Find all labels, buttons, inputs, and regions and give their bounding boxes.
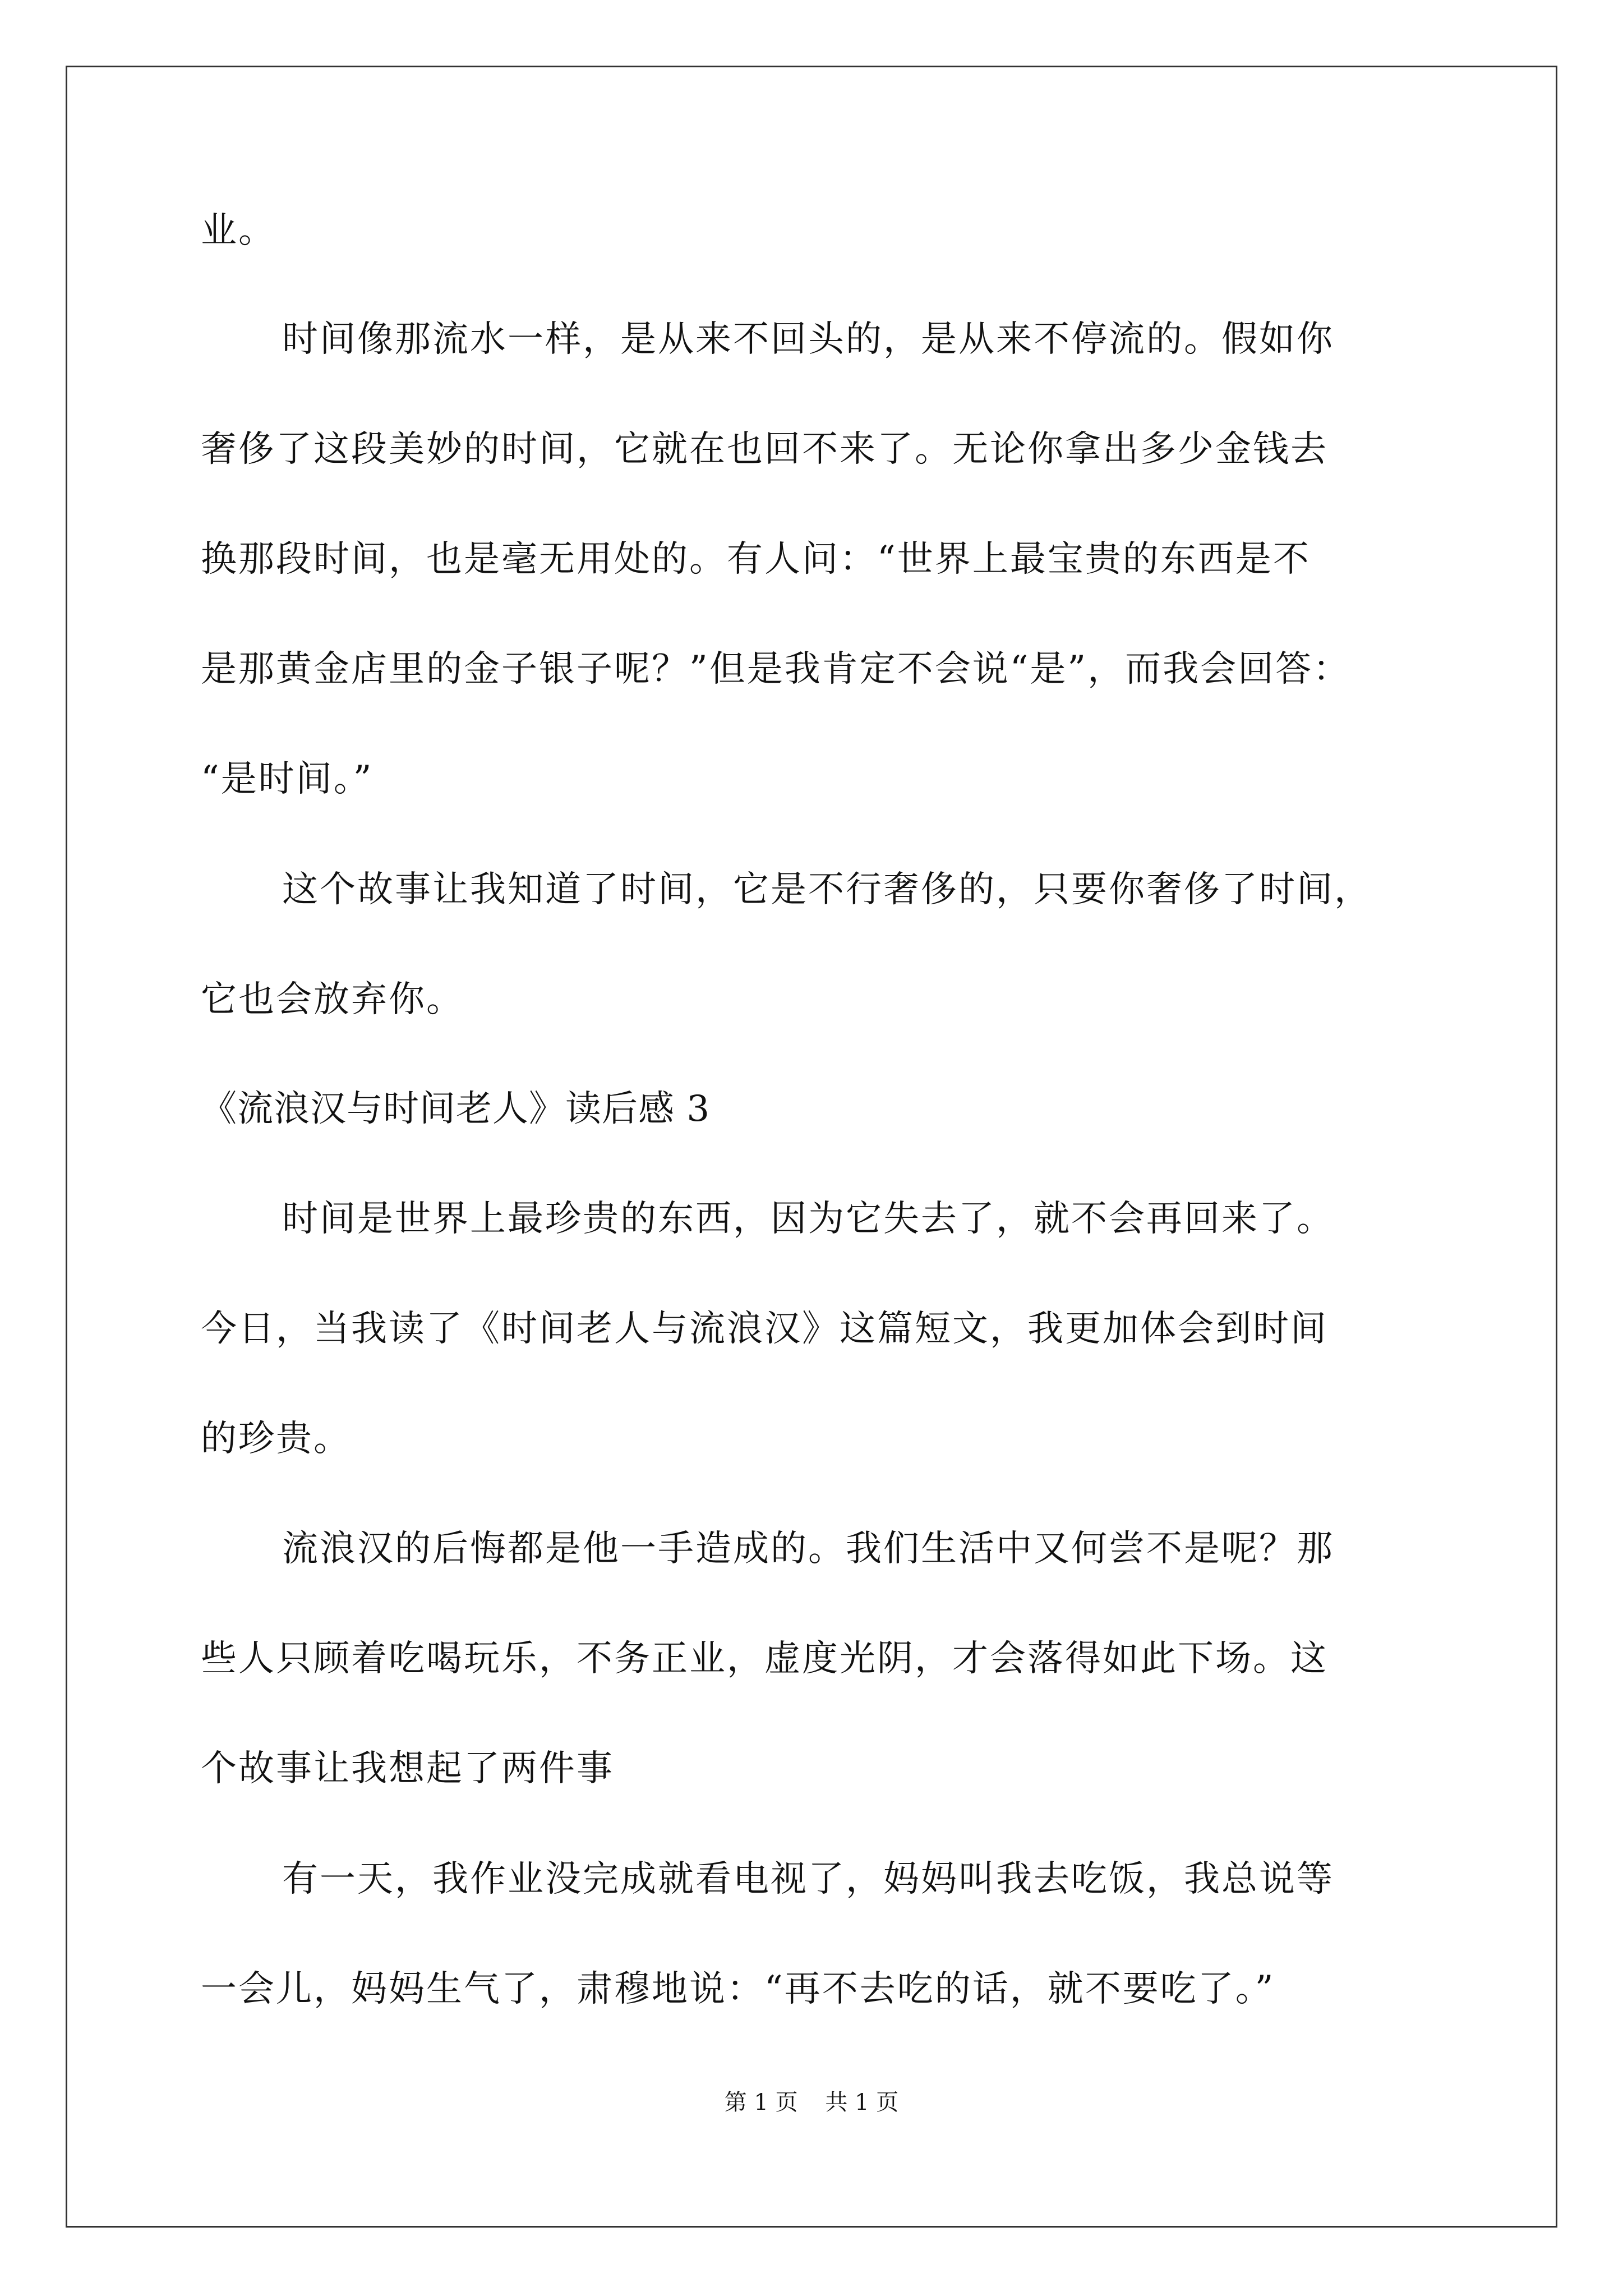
paragraph-line: 它也会放弃你。	[201, 979, 464, 1020]
paragraph-line: 今日，当我读了《时间老人与流浪汉》这篇短文，我更加体会到时间	[201, 1308, 1328, 1350]
paragraph-line: 奢侈了这段美妙的时间，它就在也回不来了。无论你拿出多少金钱去	[201, 429, 1328, 470]
paragraph-line: 这个故事让我知道了时间，它是不行奢侈的，只要你奢侈了时间，	[282, 869, 1372, 910]
page-border	[66, 66, 1557, 2228]
paragraph-line: 有一天，我作业没完成就看电视了，妈妈叫我去吃饭，我总说等	[282, 1858, 1334, 1900]
paragraph-line: 流浪汉的后悔都是他一手造成的。我们生活中又何尝不是呢？那	[282, 1528, 1334, 1570]
page-number: 第 1 页	[724, 2090, 798, 2115]
section-title: 《流浪汉与时间老人》读后感 3	[201, 1088, 711, 1130]
page-total: 共 1 页	[825, 2090, 899, 2115]
paragraph-line: 换那段时间，也是毫无用处的。有人问：“世界上最宝贵的东西是不	[201, 539, 1311, 580]
paragraph-line: 些人只顾着吃喝玩乐，不务正业，虚度光阴，才会落得如此下场。这	[201, 1638, 1328, 1680]
paragraph-line: 一会儿，妈妈生气了，肃穆地说：“再不去吃的话，就不要吃了。”	[201, 1968, 1275, 2010]
paragraph-line: 个故事让我想起了两件事	[201, 1748, 614, 1789]
paragraph-line: “是时间。”	[201, 758, 374, 800]
paragraph-line: 是那黄金店里的金子银子呢？”但是我肯定不会说“是”，而我会回答：	[201, 648, 1351, 690]
page-footer	[0, 2091, 1623, 2114]
paragraph-line: 的珍贵。	[201, 1418, 351, 1460]
paragraph-line: 时间是世界上最珍贵的东西，因为它失去了，就不会再回来了。	[282, 1198, 1334, 1240]
paragraph-line: 业。	[201, 210, 276, 251]
paragraph-line: 时间像那流水一样，是从来不回头的，是从来不停流的。假如你	[282, 319, 1334, 360]
